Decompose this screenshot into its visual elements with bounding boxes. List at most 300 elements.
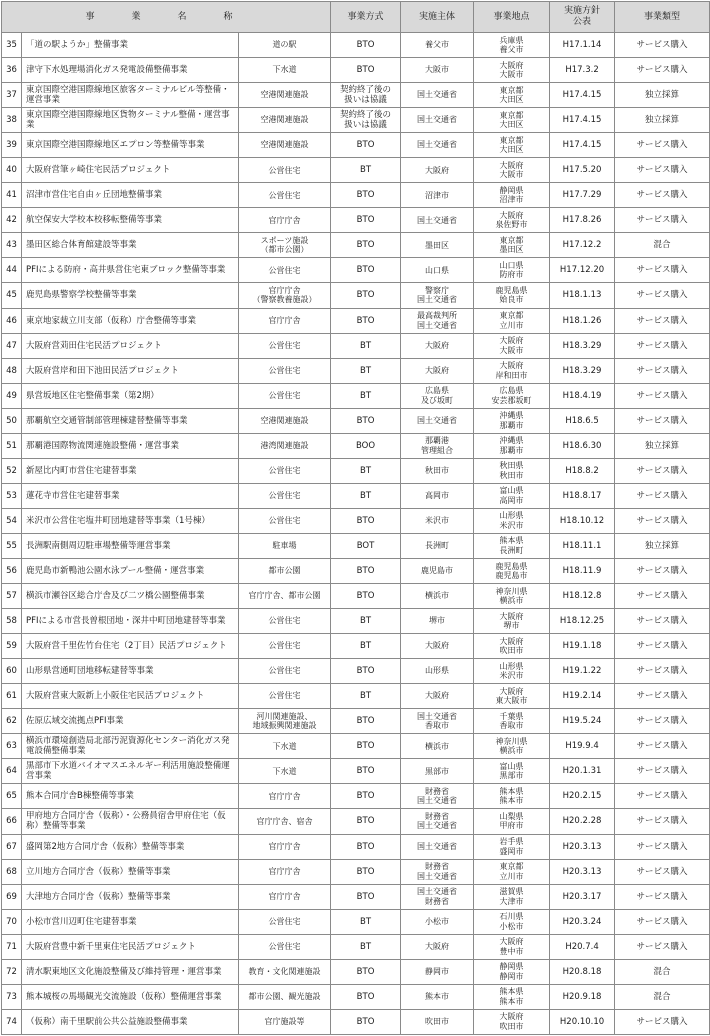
project-type: サービス購入: [615, 508, 710, 533]
project-type: 独立採算: [615, 108, 710, 133]
project-method: BTO: [331, 33, 401, 58]
announcement-date: H19.9.4: [550, 734, 615, 759]
table-row: [2, 358, 710, 383]
facility-type: 公営住宅: [239, 909, 331, 934]
implementing-body: 財務省 国土交通省: [401, 784, 474, 809]
announcement-date: H17.1.14: [550, 33, 615, 58]
project-name: 熊本合同庁舎B棟整備等事業: [22, 784, 239, 809]
project-name: 横浜市瀬谷区総合庁舎及び二ツ橋公園整備事業: [22, 584, 239, 609]
project-method: BTO: [331, 508, 401, 533]
table-row: [2, 133, 710, 158]
project-location: 滋賀県 大津市: [474, 884, 550, 909]
project-method: BTO: [331, 884, 401, 909]
project-method: BT: [331, 333, 401, 358]
announcement-date: H20.1.31: [550, 759, 615, 784]
table-row: [2, 308, 710, 333]
announcement-date: H18.3.29: [550, 333, 615, 358]
project-name: 熊本城桜の馬場観光交流施設（仮称）整備運営事業: [22, 984, 239, 1009]
project-name: 航空保安大学校本校移転整備等事業: [22, 208, 239, 233]
announcement-date: H18.1.26: [550, 308, 615, 333]
announcement-date: H17.12.2: [550, 233, 615, 258]
row-number: 53: [2, 483, 22, 508]
project-name: 大阪府営東大阪新上小阪住宅民活プロジェクト: [22, 684, 239, 709]
table-row: [2, 609, 710, 634]
project-method: BT: [331, 458, 401, 483]
project-location: 大阪府 大阪市: [474, 333, 550, 358]
header-project-name: 事 業 名 称: [2, 2, 331, 33]
project-method: BTO: [331, 1009, 401, 1034]
announcement-date: H18.12.8: [550, 584, 615, 609]
implementing-body: 静岡市: [401, 959, 474, 984]
row-number: 51: [2, 433, 22, 458]
project-method: BTO: [331, 258, 401, 283]
announcement-date: H17.8.26: [550, 208, 615, 233]
project-name: 那覇港国際物流関連施設整備・運営事業: [22, 433, 239, 458]
announcement-date: H17.3.2: [550, 58, 615, 83]
project-location: 沖縄県 那覇市: [474, 408, 550, 433]
implementing-body: 鹿児島市: [401, 558, 474, 583]
project-location: 大阪府 豊中市: [474, 934, 550, 959]
table-row: [2, 759, 710, 784]
facility-type: 空港関連施設: [239, 83, 331, 108]
project-name: 津守下水処理場消化ガス発電設備整備事業: [22, 58, 239, 83]
project-method: BTO: [331, 558, 401, 583]
project-method: BTO: [331, 133, 401, 158]
project-name: 立川地方合同庁舎（仮称）整備等事業: [22, 859, 239, 884]
project-method: BTO: [331, 859, 401, 884]
header-project-type: 事業類型: [615, 2, 710, 33]
project-location: 沖縄県 那覇市: [474, 433, 550, 458]
table-row: [2, 58, 710, 83]
implementing-body: 大阪府: [401, 634, 474, 659]
announcement-date: H17.5.20: [550, 158, 615, 183]
announcement-date: H19.1.18: [550, 634, 615, 659]
announcement-date: H19.2.14: [550, 684, 615, 709]
project-type: 混合: [615, 233, 710, 258]
project-type: 独立採算: [615, 433, 710, 458]
table-row: [2, 333, 710, 358]
project-location: 大阪府 大阪市: [474, 158, 550, 183]
announcement-date: H20.3.13: [550, 834, 615, 859]
project-method: BTO: [331, 208, 401, 233]
project-name: 東京国際空港国際線地区エプロン等整備等事業: [22, 133, 239, 158]
implementing-body: 国土交通省: [401, 834, 474, 859]
implementing-body: 秋田市: [401, 458, 474, 483]
project-method: BTO: [331, 759, 401, 784]
project-location: 静岡県 静岡市: [474, 959, 550, 984]
facility-type: 官庁庁舎: [239, 834, 331, 859]
header-announcement-date: 実施方針 公表: [550, 2, 615, 33]
implementing-body: 財務省 国土交通省: [401, 859, 474, 884]
project-name: 小松市営川辺町住宅建替事業: [22, 909, 239, 934]
project-location: 熊本県 長洲町: [474, 533, 550, 558]
project-type: サービス購入: [615, 33, 710, 58]
table-row: [2, 709, 710, 734]
project-name: 沼津市営住宅自由ヶ丘団地整備事業: [22, 183, 239, 208]
facility-type: 都市公園、観光施設: [239, 984, 331, 1009]
row-number: 49: [2, 383, 22, 408]
implementing-body: 長洲町: [401, 533, 474, 558]
facility-type: スポーツ施設 （都市公園）: [239, 233, 331, 258]
project-name: 東京国際空港国際線地区貨物ターミナル整備・運営事業: [22, 108, 239, 133]
announcement-date: H17.4.15: [550, 83, 615, 108]
facility-type: 公営住宅: [239, 458, 331, 483]
facility-type: 公営住宅: [239, 183, 331, 208]
announcement-date: H20.3.24: [550, 909, 615, 934]
project-type: サービス購入: [615, 208, 710, 233]
implementing-body: 山口県: [401, 258, 474, 283]
project-name: 山形県営通町団地移転建替等事業: [22, 659, 239, 684]
project-method: BT: [331, 634, 401, 659]
facility-type: 公営住宅: [239, 483, 331, 508]
project-type: 独立採算: [615, 83, 710, 108]
row-number: 72: [2, 959, 22, 984]
project-location: 東京都 大田区: [474, 108, 550, 133]
implementing-body: 沼津市: [401, 183, 474, 208]
row-number: 74: [2, 1009, 22, 1034]
table-row: [2, 984, 710, 1009]
implementing-body: 最高裁判所 国土交通省: [401, 308, 474, 333]
project-name: 甲府地方合同庁舎（仮称）・公務員宿舎甲府住宅（仮称）整備等事業: [22, 809, 239, 834]
implementing-body: 財務省 国土交通省: [401, 809, 474, 834]
announcement-date: H20.3.13: [550, 859, 615, 884]
row-number: 71: [2, 934, 22, 959]
table-row: [2, 558, 710, 583]
table-row: [2, 634, 710, 659]
table-row: [2, 533, 710, 558]
project-name: 盛岡第2地方合同庁舎（仮称）整備等事業: [22, 834, 239, 859]
table-row: [2, 83, 710, 108]
project-method: BTO: [331, 584, 401, 609]
project-type: サービス購入: [615, 158, 710, 183]
row-number: 48: [2, 358, 22, 383]
facility-type: 空港関連施設: [239, 133, 331, 158]
table-row: [2, 183, 710, 208]
project-name: 大阪府営豊中新千里東住宅民活プロジェクト: [22, 934, 239, 959]
row-number: 42: [2, 208, 22, 233]
project-method: 契約終了後の 扱いは協議: [331, 83, 401, 108]
project-location: 富山県 高岡市: [474, 483, 550, 508]
table-row: [2, 934, 710, 959]
table-row: [2, 283, 710, 308]
announcement-date: H17.12.20: [550, 258, 615, 283]
table-row: [2, 734, 710, 759]
row-number: 54: [2, 508, 22, 533]
project-method: BT: [331, 934, 401, 959]
implementing-body: 国土交通省: [401, 208, 474, 233]
project-name: 長洲駅南側周辺駐車場整備等運営事業: [22, 533, 239, 558]
implementing-body: 国土交通省: [401, 108, 474, 133]
table-row: [2, 584, 710, 609]
project-location: 大阪府 吹田市: [474, 1009, 550, 1034]
project-location: 岩手県 盛岡市: [474, 834, 550, 859]
implementing-body: 国土交通省: [401, 83, 474, 108]
facility-type: 公営住宅: [239, 158, 331, 183]
project-name: 清水駅東地区文化施設整備及び維持管理・運営事業: [22, 959, 239, 984]
table-row: [2, 158, 710, 183]
project-location: 山形県 米沢市: [474, 508, 550, 533]
announcement-date: H17.7.29: [550, 183, 615, 208]
project-method: BOO: [331, 433, 401, 458]
facility-type: 公営住宅: [239, 934, 331, 959]
implementing-body: 高岡市: [401, 483, 474, 508]
project-type: 独立採算: [615, 533, 710, 558]
announcement-date: H19.1.22: [550, 659, 615, 684]
project-location: 東京都 立川市: [474, 859, 550, 884]
project-name: 鹿児島市新鴨池公園水泳プール整備・運営事業: [22, 558, 239, 583]
table-row: [2, 959, 710, 984]
implementing-body: 大阪府: [401, 684, 474, 709]
announcement-date: H20.2.15: [550, 784, 615, 809]
project-type: サービス購入: [615, 609, 710, 634]
project-name: 蓮花寺市営住宅建替事業: [22, 483, 239, 508]
project-name: 横浜市環境創造局北部汚泥資源化センター消化ガス発電設備整備事業: [22, 734, 239, 759]
project-type: サービス購入: [615, 809, 710, 834]
project-type: サービス購入: [615, 308, 710, 333]
project-method: BT: [331, 483, 401, 508]
project-method: BT: [331, 909, 401, 934]
facility-type: 空港関連施設: [239, 108, 331, 133]
project-location: 熊本県 熊本市: [474, 984, 550, 1009]
project-type: サービス購入: [615, 408, 710, 433]
announcement-date: H20.2.28: [550, 809, 615, 834]
table-row: [2, 909, 710, 934]
facility-type: 駐車場: [239, 533, 331, 558]
project-type: サービス購入: [615, 784, 710, 809]
implementing-body: 国土交通省 香取市: [401, 709, 474, 734]
announcement-date: H18.6.30: [550, 433, 615, 458]
row-number: 65: [2, 784, 22, 809]
row-number: 39: [2, 133, 22, 158]
table-row: [2, 258, 710, 283]
row-number: 67: [2, 834, 22, 859]
project-name: 佐原広域交流拠点PFI事業: [22, 709, 239, 734]
facility-type: 公営住宅: [239, 634, 331, 659]
row-number: 57: [2, 584, 22, 609]
project-type: サービス購入: [615, 283, 710, 308]
announcement-date: H20.9.18: [550, 984, 615, 1009]
table-row: [2, 33, 710, 58]
project-name: 大阪府営千里佐竹台住宅（2丁目）民活プロジェクト: [22, 634, 239, 659]
project-location: 神奈川県 横浜市: [474, 734, 550, 759]
project-type: サービス購入: [615, 634, 710, 659]
facility-type: 官庁庁舎: [239, 308, 331, 333]
row-number: 68: [2, 859, 22, 884]
project-method: BTO: [331, 58, 401, 83]
implementing-body: 大阪府: [401, 934, 474, 959]
facility-type: 道の駅: [239, 33, 331, 58]
implementing-body: 国土交通省 財務省: [401, 884, 474, 909]
project-location: 富山県 黒部市: [474, 759, 550, 784]
header-implementing-body: 実施主体: [401, 2, 474, 33]
facility-type: 官庁庁舎: [239, 208, 331, 233]
table-header-row: [2, 2, 710, 33]
project-name: 県営坂地区住宅整備事業（第2期）: [22, 383, 239, 408]
table-row: [2, 208, 710, 233]
implementing-body: 米沢市: [401, 508, 474, 533]
project-type: サービス購入: [615, 584, 710, 609]
project-location: 石川県 小松市: [474, 909, 550, 934]
project-name: PFIによる防府・高井県営住宅東ブロック整備等事業: [22, 258, 239, 283]
announcement-date: H18.1.13: [550, 283, 615, 308]
project-location: 大阪府 東大阪市: [474, 684, 550, 709]
facility-type: 官庁庁舎、宿舎: [239, 809, 331, 834]
row-number: 73: [2, 984, 22, 1009]
table-row: [2, 684, 710, 709]
project-type: サービス購入: [615, 258, 710, 283]
project-location: 鹿児島県 姶良市: [474, 283, 550, 308]
implementing-body: 国土交通省: [401, 133, 474, 158]
announcement-date: H20.8.18: [550, 959, 615, 984]
project-name: PFIによる市営長曽根団地・深井中町団地建替等事業: [22, 609, 239, 634]
project-type: サービス購入: [615, 458, 710, 483]
row-number: 46: [2, 308, 22, 333]
implementing-body: 広島県 及び坂町: [401, 383, 474, 408]
table-row: [2, 108, 710, 133]
project-type: サービス購入: [615, 859, 710, 884]
facility-type: 官庁施設等: [239, 1009, 331, 1034]
project-name: 米沢市公営住宅塩井町団地建替等事業（1号棟）: [22, 508, 239, 533]
project-method: BT: [331, 358, 401, 383]
implementing-body: 那覇港 管理組合: [401, 433, 474, 458]
implementing-body: 大阪市: [401, 58, 474, 83]
row-number: 69: [2, 884, 22, 909]
project-method: BTO: [331, 283, 401, 308]
project-method: 契約終了後の 扱いは協議: [331, 108, 401, 133]
row-number: 64: [2, 759, 22, 784]
row-number: 61: [2, 684, 22, 709]
announcement-date: H18.8.2: [550, 458, 615, 483]
project-location: 東京都 大田区: [474, 83, 550, 108]
row-number: 70: [2, 909, 22, 934]
table-row: [2, 784, 710, 809]
project-method: BTO: [331, 308, 401, 333]
row-number: 58: [2, 609, 22, 634]
announcement-date: H20.3.17: [550, 884, 615, 909]
project-location: 秋田県 秋田市: [474, 458, 550, 483]
project-method: BTO: [331, 784, 401, 809]
project-method: BT: [331, 383, 401, 408]
project-name: 新屋比内町市営住宅建替事業: [22, 458, 239, 483]
facility-type: 官庁庁舎 （警察教養施設）: [239, 283, 331, 308]
announcement-date: H17.4.15: [550, 108, 615, 133]
table-row: [2, 233, 710, 258]
facility-type: 官庁庁舎: [239, 859, 331, 884]
table-row: [2, 408, 710, 433]
project-location: 東京都 立川市: [474, 308, 550, 333]
project-type: サービス購入: [615, 759, 710, 784]
project-method: BTO: [331, 183, 401, 208]
project-type: サービス購入: [615, 483, 710, 508]
project-location: 大阪府 堺市: [474, 609, 550, 634]
project-type: サービス購入: [615, 558, 710, 583]
implementing-body: 大阪府: [401, 333, 474, 358]
announcement-date: H19.5.24: [550, 709, 615, 734]
project-location: 山梨県 甲府市: [474, 809, 550, 834]
project-location: 大阪府 吹田市: [474, 634, 550, 659]
row-number: 60: [2, 659, 22, 684]
facility-type: 公営住宅: [239, 609, 331, 634]
project-location: 大阪府 岸和田市: [474, 358, 550, 383]
announcement-date: H18.10.12: [550, 508, 615, 533]
facility-type: 公営住宅: [239, 358, 331, 383]
project-location: 大阪府 大阪市: [474, 58, 550, 83]
project-location: 広島県 安芸郡坂町: [474, 383, 550, 408]
row-number: 50: [2, 408, 22, 433]
project-name: 大阪府営苅田住宅民活プロジェクト: [22, 333, 239, 358]
implementing-body: 国土交通省: [401, 408, 474, 433]
project-method: BTO: [331, 408, 401, 433]
project-type: サービス購入: [615, 183, 710, 208]
facility-type: 公営住宅: [239, 258, 331, 283]
row-number: 59: [2, 634, 22, 659]
project-type: サービス購入: [615, 133, 710, 158]
facility-type: 下水道: [239, 759, 331, 784]
project-name: 墨田区総合体育館建設等事業: [22, 233, 239, 258]
announcement-date: H18.3.29: [550, 358, 615, 383]
project-location: 東京都 大田区: [474, 133, 550, 158]
table-row: [2, 433, 710, 458]
project-method: BT: [331, 609, 401, 634]
project-type: サービス購入: [615, 884, 710, 909]
project-method: BOT: [331, 533, 401, 558]
project-name: 鹿児島県警察学校整備等事業: [22, 283, 239, 308]
project-type: サービス購入: [615, 709, 710, 734]
project-type: サービス購入: [615, 358, 710, 383]
project-location: 東京都 墨田区: [474, 233, 550, 258]
table-row: [2, 508, 710, 533]
project-location: 兵庫県 養父市: [474, 33, 550, 58]
table-row: [2, 884, 710, 909]
project-type: サービス購入: [615, 734, 710, 759]
table-body: [2, 33, 710, 1035]
facility-type: 公営住宅: [239, 333, 331, 358]
project-location: 大阪府 泉佐野市: [474, 208, 550, 233]
facility-type: 公営住宅: [239, 684, 331, 709]
facility-type: 公営住宅: [239, 383, 331, 408]
row-number: 38: [2, 108, 22, 133]
implementing-body: 黒部市: [401, 759, 474, 784]
row-number: 45: [2, 283, 22, 308]
facility-type: 官庁庁舎: [239, 884, 331, 909]
project-name: 黒部市下水道バイオマスエネルギー利活用施設整備運営事業: [22, 759, 239, 784]
implementing-body: 警察庁 国土交通省: [401, 283, 474, 308]
project-type: サービス購入: [615, 934, 710, 959]
project-type: サービス購入: [615, 383, 710, 408]
announcement-date: H18.6.5: [550, 408, 615, 433]
row-number: 63: [2, 734, 22, 759]
project-location: 熊本県 熊本市: [474, 784, 550, 809]
row-number: 56: [2, 558, 22, 583]
project-location: 神奈川県 横浜市: [474, 584, 550, 609]
project-method: BT: [331, 684, 401, 709]
table-row: [2, 383, 710, 408]
row-number: 41: [2, 183, 22, 208]
project-method: BTO: [331, 834, 401, 859]
header-method: 事業方式: [331, 2, 401, 33]
project-location: 静岡県 沼津市: [474, 183, 550, 208]
facility-type: 港湾関連施設: [239, 433, 331, 458]
project-method: BTO: [331, 809, 401, 834]
implementing-body: 吹田市: [401, 1009, 474, 1034]
project-method: BTO: [331, 709, 401, 734]
project-type: サービス購入: [615, 834, 710, 859]
row-number: 36: [2, 58, 22, 83]
row-number: 43: [2, 233, 22, 258]
implementing-body: 小松市: [401, 909, 474, 934]
table-row: [2, 1009, 710, 1034]
implementing-body: 大阪府: [401, 358, 474, 383]
